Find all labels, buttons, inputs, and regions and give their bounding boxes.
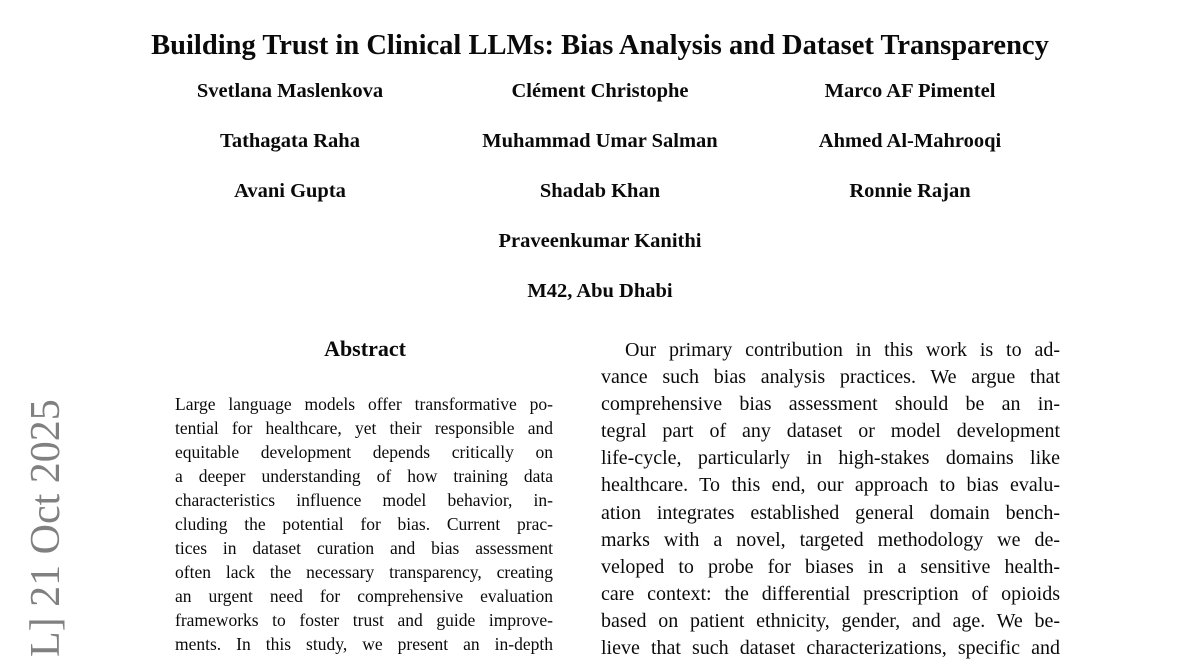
author-name: Clément Christophe <box>511 80 689 102</box>
abstract-line: a deeper understanding of how training data <box>175 466 553 486</box>
abstract-line: ments. In this study, we present an in-depth <box>175 634 553 654</box>
body-text-line: veloped to probe for biases in a sensitive health- <box>601 555 1060 578</box>
abstract-line: equitable development depends critically on <box>175 442 553 462</box>
body-text-line: marks with a novel, targeted methodology we de- <box>601 528 1060 551</box>
author-row <box>135 230 1065 252</box>
body-text-line: tegral part of any dataset or model development <box>601 420 1060 443</box>
abstract-line: tices in dataset curation and bias assessment <box>175 538 553 558</box>
body-text-line: care context: the differential prescription of opioids <box>601 582 1060 605</box>
affiliation-row <box>135 280 1065 302</box>
abstract-section <box>175 392 553 656</box>
author-row <box>135 130 1065 152</box>
body-right-column <box>601 337 1060 662</box>
author-block <box>135 80 1065 330</box>
author-name: Shadab Khan <box>539 180 661 202</box>
author-name: Avani Gupta <box>234 180 346 202</box>
abstract-line: characteristics influence model behavior, in- <box>175 490 553 510</box>
author-row <box>135 180 1065 202</box>
abstract-line: an urgent need for comprehensive evaluation <box>175 586 553 606</box>
abstract-heading: Abstract <box>324 336 406 361</box>
abstract-line: cluding the potential for bias. Current prac- <box>175 514 553 534</box>
arxiv-watermark: L] 21 Oct 2025 <box>23 399 69 657</box>
author-name: Tathagata Raha <box>220 130 360 152</box>
body-text-line: ation integrates established general domain bench- <box>601 501 1060 524</box>
body-text-line: Our primary contribution in this work is to ad- <box>625 339 1060 361</box>
body-text-line: healthcare. To this end, our approach to bias evalu- <box>601 474 1060 497</box>
paper-title: Building Trust in Clinical LLMs: Bias Analysis and Dataset Transparency <box>151 30 1049 61</box>
abstract-line: tential for healthcare, yet their responsible and <box>175 418 553 438</box>
body-text-line: life-cycle, particularly in high-stakes domains like <box>601 447 1060 470</box>
body-text-line: based on patient ethnicity, gender, and age. We be- <box>601 609 1060 632</box>
abstract-line: frameworks to foster trust and guide improve- <box>175 610 553 630</box>
abstract-line: often lack the necessary transparency, creating <box>175 562 553 582</box>
affiliation: M42, Abu Dhabi <box>527 280 673 302</box>
author-name: Ahmed Al-Mahrooqi <box>818 130 1002 152</box>
author-name: Marco AF Pimentel <box>824 80 996 102</box>
body-text-line: vance such bias analysis practices. We argue that <box>601 366 1060 389</box>
body-text-line: comprehensive bias assessment should be an in- <box>601 393 1060 416</box>
author-row <box>135 80 1065 102</box>
author-name: Svetlana Maslenkova <box>196 80 384 102</box>
body-text-line: lieve that such dataset characterizations, specific and <box>601 637 1060 660</box>
abstract-line: Large language models offer transformative po- <box>175 394 553 414</box>
author-name: Muhammad Umar Salman <box>482 130 718 152</box>
author-name: Ronnie Rajan <box>849 180 971 202</box>
author-name: Praveenkumar Kanithi <box>498 230 702 252</box>
